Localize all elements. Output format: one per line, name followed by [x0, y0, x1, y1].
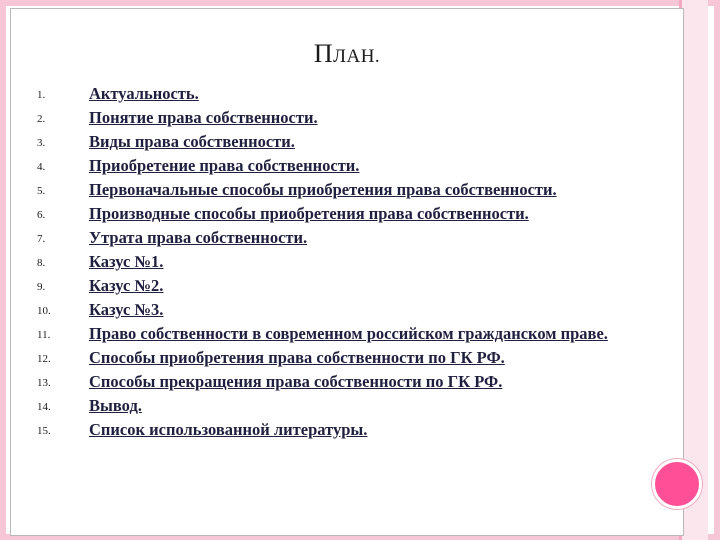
item-link[interactable]: Приобретение права собственности. [89, 156, 360, 175]
item-number: 10. [37, 305, 51, 317]
list-item [37, 155, 657, 176]
item-number: 7. [37, 233, 46, 245]
item-link[interactable]: Актуальность. [89, 84, 199, 103]
item-link[interactable]: Список использованной литературы. [89, 420, 368, 439]
item-link[interactable]: Казус №2. [89, 276, 164, 295]
list-item [37, 419, 657, 440]
item-number: 13. [37, 377, 51, 389]
item-link[interactable]: Утрата права собственности. [89, 228, 308, 247]
item-number: 6. [37, 209, 46, 221]
list-item [37, 83, 657, 104]
plan-list [37, 83, 657, 443]
decorative-pink-circle [652, 459, 702, 509]
title-first-letter: П [313, 39, 334, 68]
item-number: 9. [37, 281, 46, 293]
list-item [37, 395, 657, 416]
list-item [37, 131, 657, 152]
item-link[interactable]: Способы приобретения права собственности по ГК РФ. [89, 348, 505, 367]
slide-panel [10, 8, 684, 536]
item-link[interactable]: Способы прекращения права собственности по ГК РФ. [89, 372, 503, 391]
item-link[interactable]: Казус №3. [89, 300, 164, 319]
title-rest: ЛАН. [333, 46, 381, 67]
list-item [37, 227, 657, 248]
item-link[interactable]: Понятие права собственности. [89, 108, 318, 127]
list-item [37, 203, 657, 224]
item-link[interactable]: Виды права собственности. [89, 132, 295, 151]
item-number: 15. [37, 425, 51, 437]
list-item [37, 251, 657, 272]
item-number: 12. [37, 353, 51, 365]
slide-title [11, 39, 683, 69]
item-number: 4. [37, 161, 46, 173]
list-item [37, 179, 657, 200]
item-number: 14. [37, 401, 51, 413]
item-link[interactable]: Производные способы приобретения права собственности. [89, 204, 529, 223]
item-number: 3. [37, 137, 46, 149]
item-link[interactable]: Вывод. [89, 396, 142, 415]
list-item [37, 347, 657, 368]
item-link[interactable]: Казус №1. [89, 252, 164, 271]
item-number: 11. [37, 329, 51, 341]
list-item [37, 299, 657, 320]
item-number: 8. [37, 257, 46, 269]
item-number: 2. [37, 113, 46, 125]
item-number: 1. [37, 89, 46, 101]
item-link[interactable]: Право собственности в современном российском гражданском праве. [89, 324, 608, 343]
list-item [37, 107, 657, 128]
list-item [37, 323, 657, 344]
item-link[interactable]: Первоначальные способы приобретения права собственности. [89, 180, 557, 199]
list-item [37, 371, 657, 392]
item-number: 5. [37, 185, 46, 197]
list-item [37, 275, 657, 296]
